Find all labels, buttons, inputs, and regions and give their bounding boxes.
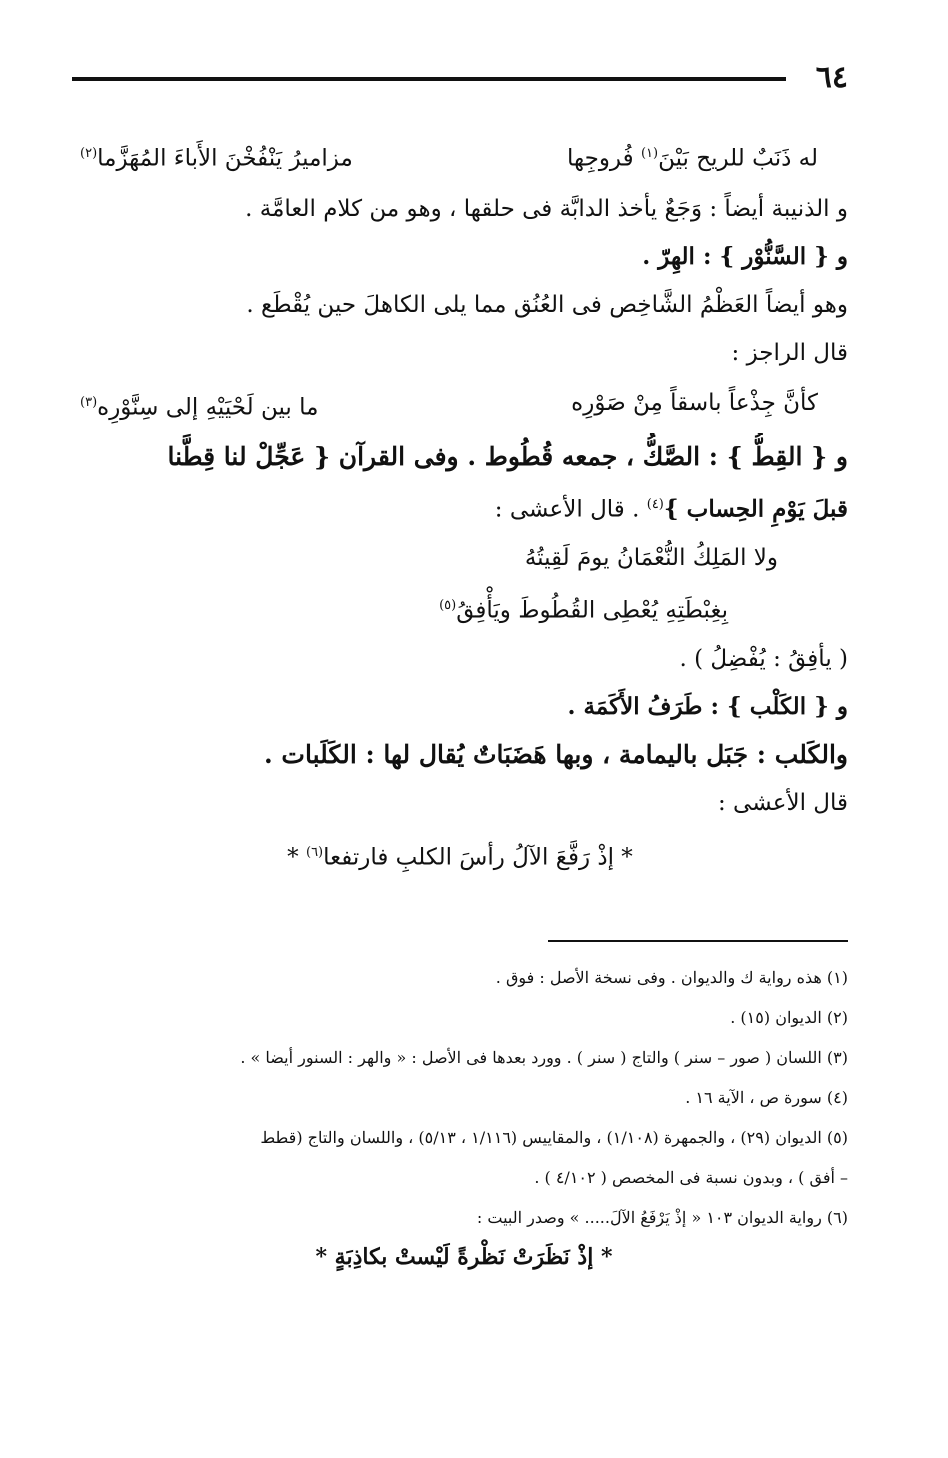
verse-3-first-half: ولا المَلِكُ النُّعْمَانُ يومَ لَقِيتُهُ bbox=[524, 544, 778, 571]
verse-text: ما بين لَحْيَيْهِ إلى سِنَّوْرِه bbox=[97, 394, 319, 421]
main-text bbox=[72, 128, 848, 883]
page-header bbox=[72, 60, 848, 100]
footnote-ref: (١) bbox=[640, 146, 659, 161]
header-rule bbox=[72, 77, 786, 81]
text-line: والكَلب : جَبَل باليمامة ، وبها هَضَبَاتٌ يُقال لها : الكَلَبات . bbox=[264, 739, 848, 769]
verse-2-first-half: كأنَّ جِذْعاً باسقاً مِنْ صَوْرِه bbox=[571, 389, 818, 416]
verse-text: * إذْ رَفَّعَ الآلُ رأسَ الكلبِ فارتفعا bbox=[323, 844, 633, 871]
quran-quote: قبلَ يَوْمِ الحِساب } bbox=[663, 495, 848, 523]
footnote-ref: (٤) bbox=[646, 497, 664, 513]
footnote-6-verse: * إذْ نَظَرَتْ نَظْرةً لَيْستْ بكاذِبَةٍ * bbox=[315, 1244, 613, 1270]
text-fragment: . قال الأعشى : bbox=[494, 496, 647, 523]
verse-4 bbox=[72, 827, 848, 884]
verse-text: مزاميرُ يَنْفُخْنَ الأَباءَ المُهَزَّما bbox=[97, 145, 353, 172]
text-line: قال الراجز : bbox=[731, 339, 848, 366]
entry-heading-qitt: و { القِطُّ } : الصَّكُّ ، جمعه قُطُوط . وفى القرآن { عَجِّلْ لنا قِطَّنا bbox=[167, 442, 848, 472]
footnote-5-continued: – أفق ) ، وبدون نسبة فى المخصص ( ٤/١٠٢ ) . bbox=[534, 1168, 848, 1187]
footnote-1: (١) هذه رواية ك والديوان . وفى نسخة الأصل : فوق . bbox=[495, 968, 848, 987]
footnote-6: (٦) رواية الديوان ١٠٣ « إذْ يَرْفَعُ الآلَ..... » وصدر البيت : bbox=[476, 1208, 848, 1227]
verse-2 bbox=[72, 377, 848, 434]
verse-2-second-half bbox=[80, 377, 318, 434]
verse-text: فُروجِها bbox=[567, 145, 634, 172]
verse-1 bbox=[72, 128, 848, 185]
footnote-ref: (٣) bbox=[80, 394, 98, 410]
text-line: وهو أيضاً العَظْمُ الشَّاخِص فى العُنُق مما يلى الكاهلَ حين يُقْطَع . bbox=[246, 291, 848, 318]
footnote-separator bbox=[548, 940, 848, 942]
verse-1-first-half bbox=[567, 128, 818, 185]
footnotes bbox=[80, 958, 848, 1276]
verse-star: * bbox=[287, 844, 306, 871]
verse-3-second-half bbox=[72, 582, 848, 635]
text-line: قال الأعشى : bbox=[717, 789, 848, 816]
footnote-ref: (٦) bbox=[305, 844, 324, 860]
entry-heading-sinnawr: و { السَّنُّوْر } : الهِرّ . bbox=[642, 242, 848, 270]
text-line bbox=[72, 481, 848, 534]
footnote-ref: (٢) bbox=[80, 146, 98, 161]
verse-text: بِغِبْطَتِهِ يُعْطِى القُطُوطَ ويَأْفِقُ bbox=[456, 597, 728, 624]
text-line: و الذنيبة أيضاً : وَجَعٌ يأخذ الدابَّة فى حلقها ، وهو من كلام العامَّة . bbox=[245, 195, 848, 222]
verse-text: له ذَنَبٌ للريح بَيْنَ bbox=[658, 145, 818, 172]
footnote-5: (٥) الديوان (٢٩) ، والجمهرة (١/١٠٨) ، والمقاييس (١/١١٦ ، ٥/١٣) ، واللسان والتاج (قطط bbox=[260, 1128, 848, 1147]
footnote-3: (٣) اللسان ( صور – سنر ) والتاج ( سنر ) . وورد بعدها فى الأصل : « والهر : السنور أيضا » . bbox=[240, 1048, 848, 1067]
verse-1-second-half bbox=[80, 128, 353, 185]
entry-heading-kalb: و { الكَلْب } : طَرَفُ الأَكَمَة . bbox=[567, 692, 848, 720]
footnote-2: (٢) الديوان (١٥) . bbox=[730, 1008, 848, 1027]
footnote-ref: (٥) bbox=[439, 597, 457, 613]
footnote-4: (٤) سورة ص ، الآية ١٦ . bbox=[685, 1088, 848, 1107]
text-line: ( يأفِقُ : يُفْضِلُ ) . bbox=[679, 645, 848, 672]
page-number: ٦٤ bbox=[815, 60, 848, 95]
